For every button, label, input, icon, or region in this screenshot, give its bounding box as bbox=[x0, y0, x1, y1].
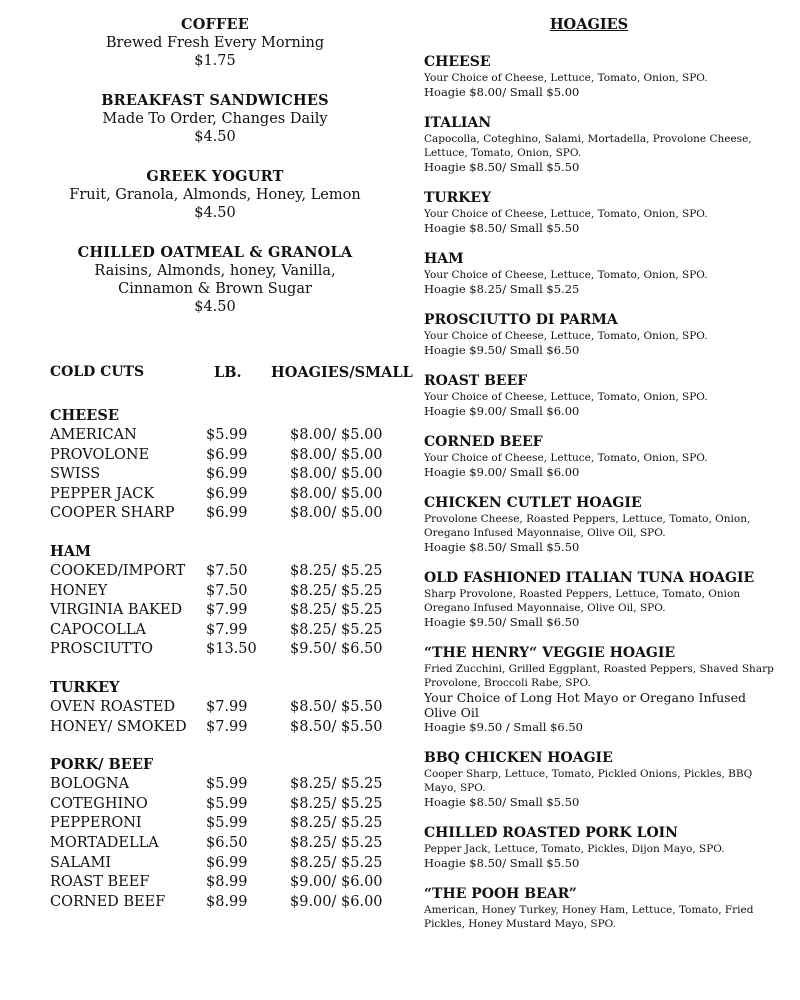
row-lb-price: $6.99 bbox=[206, 466, 248, 483]
row-lb-price: $7.99 bbox=[206, 602, 248, 619]
table-row bbox=[50, 601, 410, 621]
hoagie-name: “THE HENRY“ VEGGIE HOAGIE bbox=[424, 645, 676, 661]
category-heading: TURKEY bbox=[50, 678, 120, 696]
hoagie-name: PROSCIUTTO DI PARMA bbox=[424, 312, 618, 328]
row-lb-price: $6.50 bbox=[206, 834, 248, 851]
table-row bbox=[50, 814, 410, 834]
row-item: MORTADELLA bbox=[50, 834, 159, 851]
table-row bbox=[50, 426, 410, 446]
row-item: CORNED BEEF bbox=[50, 893, 166, 910]
row-lb-price: $5.99 bbox=[206, 427, 248, 443]
hoagies-section bbox=[424, 16, 774, 946]
item-description: Raisins, Almonds, honey, Vanilla, bbox=[94, 263, 336, 279]
list-item bbox=[424, 886, 774, 931]
row-lb-price: $5.99 bbox=[206, 776, 248, 793]
item-title: BREAKFAST SANDWICHES bbox=[101, 92, 329, 109]
cold-cuts-header bbox=[50, 364, 413, 388]
item-description: Brewed Fresh Every Morning bbox=[105, 35, 325, 51]
breakfast-section bbox=[40, 16, 390, 338]
hoagie-description: Mayo, SPO. bbox=[424, 782, 486, 794]
item-price: $4.50 bbox=[194, 205, 236, 221]
hoagie-price: Hoagie $9.00/ Small $6.00 bbox=[424, 465, 580, 479]
list-item bbox=[424, 373, 774, 419]
cold-cuts-section bbox=[50, 364, 413, 912]
hoagie-description: Sharp Provolone, Roasted Peppers, Lettuce, Tomato, Onion bbox=[424, 588, 741, 600]
item-description: Cinnamon & Brown Sugar bbox=[118, 281, 312, 297]
hoagie-name: TURKEY bbox=[424, 190, 492, 206]
menu-item-chilled-oatmeal bbox=[40, 244, 390, 316]
hoagie-description: Your Choice of Cheese, Lettuce, Tomato, Onion, SPO. bbox=[424, 208, 708, 220]
list-item bbox=[424, 115, 774, 175]
table-row bbox=[50, 485, 410, 505]
hoagie-description: Your Choice of Cheese, Lettuce, Tomato, Onion, SPO. bbox=[424, 391, 708, 403]
row-hoagie-price: $8.25/ $5.25 bbox=[290, 854, 383, 871]
row-lb-price: $5.99 bbox=[206, 795, 248, 812]
table-row bbox=[50, 446, 410, 466]
hoagie-name: “THE POOH BEAR” bbox=[424, 886, 577, 902]
row-hoagie-price: $9.50/ $6.50 bbox=[290, 641, 383, 658]
row-lb-price: $6.99 bbox=[206, 485, 248, 502]
row-hoagie-price: $8.25/ $5.25 bbox=[290, 776, 383, 793]
row-item: PEPPER JACK bbox=[50, 485, 155, 502]
list-item bbox=[424, 251, 774, 297]
hoagie-description: Cooper Sharp, Lettuce, Tomato, Pickled Onions, Pickles, BBQ bbox=[424, 768, 753, 780]
row-hoagie-price: $8.00/ $5.00 bbox=[290, 446, 383, 463]
menu-item-greek-yogurt bbox=[40, 168, 390, 222]
table-row bbox=[50, 504, 410, 524]
item-title: CHILLED OATMEAL & GRANOLA bbox=[77, 244, 353, 261]
row-lb-price: $7.99 bbox=[206, 621, 248, 638]
list-item bbox=[424, 825, 774, 871]
hoagie-price: Hoagie $9.00/ Small $6.00 bbox=[424, 404, 580, 418]
hoagie-price: Hoagie $8.50/ Small $5.50 bbox=[424, 540, 580, 554]
hoagie-description: Your Choice of Cheese, Lettuce, Tomato, Onion, SPO. bbox=[424, 330, 708, 342]
hoagie-description: Provolone Cheese, Roasted Peppers, Lettuce, Tomato, Onion, bbox=[424, 513, 751, 525]
row-item: HONEY/ SMOKED bbox=[50, 718, 187, 735]
hoagie-description: Your Choice of Cheese, Lettuce, Tomato, Onion, SPO. bbox=[424, 72, 708, 84]
row-item: HONEY bbox=[50, 582, 108, 599]
hoagie-description: Pickles, Honey Mustard Mayo, SPO. bbox=[424, 918, 617, 930]
hoagie-price: Hoagie $8.25/ Small $5.25 bbox=[424, 282, 580, 296]
hoagie-description: Fried Zucchini, Grilled Eggplant, Roasted Peppers, Shaved Sharp bbox=[424, 663, 774, 675]
table-row bbox=[50, 465, 410, 485]
row-item: PROVOLONE bbox=[50, 446, 150, 463]
item-title: GREEK YOGURT bbox=[146, 168, 284, 185]
row-item: OVEN ROASTED bbox=[50, 698, 176, 715]
item-description: Fruit, Granola, Almonds, Honey, Lemon bbox=[69, 187, 361, 203]
row-lb-price: $6.99 bbox=[206, 446, 248, 463]
hoagie-price: Hoagie $8.50/ Small $5.50 bbox=[424, 160, 580, 174]
list-item bbox=[424, 190, 774, 236]
hoagie-name: CHICKEN CUTLET HOAGIE bbox=[424, 495, 642, 511]
row-lb-price: $6.99 bbox=[206, 854, 248, 871]
table-row bbox=[50, 718, 410, 738]
row-hoagie-price: $8.25/ $5.25 bbox=[290, 815, 383, 832]
row-hoagie-price: $8.25/ $5.25 bbox=[290, 582, 383, 599]
hoagies-heading: HOAGIES bbox=[549, 16, 629, 33]
item-price: $4.50 bbox=[194, 299, 236, 315]
table-row bbox=[50, 582, 410, 602]
header-cold-cuts: COLD CUTS bbox=[50, 364, 145, 380]
menu-item-coffee bbox=[40, 16, 390, 70]
hoagie-description: American, Honey Turkey, Honey Ham, Lettuce, Tomato, Fried bbox=[424, 904, 754, 916]
row-hoagie-price: $8.50/ $5.50 bbox=[290, 698, 383, 715]
hoagie-description: Lettuce, Tomato, Onion, SPO. bbox=[424, 147, 582, 159]
row-hoagie-price: $8.00/ $5.00 bbox=[290, 485, 383, 502]
table-row bbox=[50, 873, 410, 893]
header-hoagies-small: HOAGIES/SMALL bbox=[271, 364, 413, 381]
row-item: AMERICAN bbox=[50, 427, 137, 443]
hoagie-price: Hoagie $9.50/ Small $6.50 bbox=[424, 615, 580, 629]
list-item bbox=[424, 495, 774, 555]
row-hoagie-price: $8.00/ $5.00 bbox=[290, 427, 383, 443]
row-hoagie-price: $8.25/ $5.25 bbox=[290, 834, 383, 851]
row-hoagie-price: $9.00/ $6.00 bbox=[290, 893, 383, 910]
hoagie-name: BBQ CHICKEN HOAGIE bbox=[424, 750, 613, 766]
row-item: SALAMI bbox=[50, 854, 112, 871]
row-hoagie-price: $8.25/ $5.25 bbox=[290, 621, 383, 638]
hoagie-name: ROAST BEEF bbox=[424, 373, 528, 389]
hoagie-name: ITALIAN bbox=[424, 115, 492, 131]
row-lb-price: $7.99 bbox=[206, 718, 248, 735]
list-item bbox=[424, 434, 774, 480]
hoagie-name: CHEESE bbox=[424, 54, 491, 70]
menu-item-breakfast-sandwiches bbox=[40, 92, 390, 146]
table-row bbox=[50, 640, 410, 660]
list-item bbox=[424, 54, 774, 100]
hoagie-description: Oregano Infused Mayonnaise, Olive Oil, SPO. bbox=[424, 527, 666, 539]
item-title: COFFEE bbox=[180, 16, 250, 33]
row-lb-price: $7.99 bbox=[206, 698, 248, 715]
hoagie-price: Hoagie $8.50/ Small $5.50 bbox=[424, 795, 580, 809]
hoagie-description: Oregano Infused Mayonnaise, Olive Oil, SPO. bbox=[424, 602, 666, 614]
row-item: PEPPERONI bbox=[50, 815, 142, 832]
list-item bbox=[424, 750, 774, 810]
header-lb: LB. bbox=[214, 364, 242, 381]
hoagie-name: OLD FASHIONED ITALIAN TUNA HOAGIE bbox=[424, 570, 755, 586]
row-hoagie-price: $8.00/ $5.00 bbox=[290, 505, 383, 522]
table-row bbox=[50, 621, 410, 641]
row-hoagie-price: $8.25/ $5.25 bbox=[290, 562, 383, 579]
table-row bbox=[50, 893, 410, 913]
row-item: COTEGHINO bbox=[50, 795, 148, 812]
item-price: $4.50 bbox=[194, 129, 236, 145]
hoagie-price: Hoagie $9.50 / Small $6.50 bbox=[424, 720, 583, 734]
row-item: CAPOCOLLA bbox=[50, 621, 146, 638]
row-item: PROSCIUTTO bbox=[50, 641, 154, 658]
row-item: COOPER SHARP bbox=[50, 505, 175, 522]
list-item bbox=[424, 312, 774, 358]
row-item: COOKED/IMPORT bbox=[50, 562, 186, 579]
hoagie-name: CHILLED ROASTED PORK LOIN bbox=[424, 825, 678, 841]
cold-cuts-body bbox=[50, 406, 410, 912]
row-hoagie-price: $8.25/ $5.25 bbox=[290, 602, 383, 619]
table-row bbox=[50, 834, 410, 854]
hoagie-price: Hoagie $8.50/ Small $5.50 bbox=[424, 221, 580, 235]
list-item bbox=[424, 645, 774, 735]
row-lb-price: $13.50 bbox=[206, 641, 257, 658]
hoagie-name: HAM bbox=[424, 251, 464, 267]
table-row bbox=[50, 775, 410, 795]
hoagie-price: Hoagie $9.50/ Small $6.50 bbox=[424, 343, 580, 357]
row-lb-price: $7.50 bbox=[206, 562, 248, 579]
row-item: ROAST BEEF bbox=[50, 874, 150, 891]
table-row bbox=[50, 795, 410, 815]
row-lb-price: $5.99 bbox=[206, 815, 248, 832]
hoagie-list bbox=[424, 54, 774, 931]
row-item: SWISS bbox=[50, 466, 101, 483]
hoagie-description: Provolone, Broccoli Rabe, SPO. bbox=[424, 677, 591, 689]
hoagie-name: CORNED BEEF bbox=[424, 434, 543, 450]
table-row bbox=[50, 698, 410, 718]
hoagie-description: Capocolla, Coteghino, Salami, Mortadella, Provolone Cheese, bbox=[424, 133, 752, 145]
hoagie-option: Your Choice of Long Hot Mayo or Oregano Infused Olive Oil bbox=[424, 690, 746, 720]
row-hoagie-price: $8.00/ $5.00 bbox=[290, 466, 383, 483]
hoagie-description: Your Choice of Cheese, Lettuce, Tomato, Onion, SPO. bbox=[424, 452, 708, 464]
hoagie-price: Hoagie $8.00/ Small $5.00 bbox=[424, 85, 580, 99]
hoagie-description: Pepper Jack, Lettuce, Tomato, Pickles, Dijon Mayo, SPO. bbox=[424, 843, 725, 855]
row-lb-price: $7.50 bbox=[206, 582, 248, 599]
row-lb-price: $8.99 bbox=[206, 874, 248, 891]
hoagie-price: Hoagie $8.50/ Small $5.50 bbox=[424, 856, 580, 870]
item-price: $1.75 bbox=[194, 53, 236, 69]
table-row bbox=[50, 854, 410, 874]
table-row bbox=[50, 562, 410, 582]
row-item: VIRGINIA BAKED bbox=[50, 602, 183, 619]
row-lb-price: $8.99 bbox=[206, 893, 248, 910]
row-hoagie-price: $8.25/ $5.25 bbox=[290, 795, 383, 812]
category-heading: HAM bbox=[50, 542, 92, 560]
category-heading: PORK/ BEEF bbox=[50, 756, 154, 774]
row-lb-price: $6.99 bbox=[206, 505, 248, 522]
row-hoagie-price: $8.50/ $5.50 bbox=[290, 718, 383, 735]
item-description: Made To Order, Changes Daily bbox=[102, 111, 328, 127]
list-item bbox=[424, 570, 774, 630]
category-heading: CHEESE bbox=[50, 407, 119, 424]
hoagie-description: Your Choice of Cheese, Lettuce, Tomato, Onion, SPO. bbox=[424, 269, 708, 281]
row-hoagie-price: $9.00/ $6.00 bbox=[290, 874, 383, 891]
row-item: BOLOGNA bbox=[50, 776, 130, 793]
